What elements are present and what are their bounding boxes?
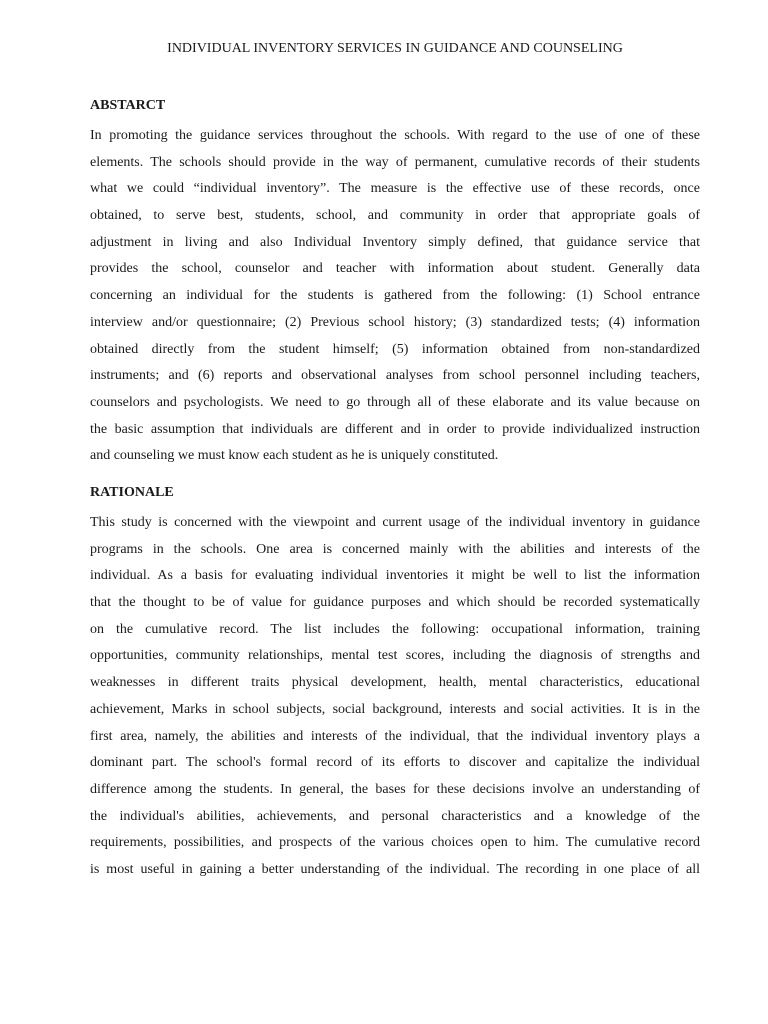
document-title: INDIVIDUAL INVENTORY SERVICES IN GUIDANCE AND COUNSELING xyxy=(167,41,623,56)
text-line: adjustment in living and also Individual Inventory simply defined, that guidance service that xyxy=(90,234,700,250)
text-line: first area, namely, the abilities and interests of the individual, that the individual inventory plays a xyxy=(90,728,700,744)
text-line: achievement, Marks in school subjects, social background, interests and social activities. It is in the xyxy=(90,701,700,717)
text-line: programs in the schools. One area is concerned mainly with the abilities and interests of the xyxy=(90,541,700,557)
text-line: and counseling we must know each student as he is uniquely constituted. xyxy=(90,448,499,464)
text-line: instruments; and (6) reports and observational analyses from school personnel including teachers, xyxy=(90,368,700,384)
text-line: obtained directly from the student himself; (5) information obtained from non-standardized xyxy=(90,341,700,357)
text-line: individual. As a basis for evaluating individual inventories it might be well to list the information xyxy=(90,568,700,584)
text-line: on the cumulative record. The list includes the following: occupational information, training xyxy=(90,621,700,637)
rationale-heading: RATIONALE xyxy=(90,485,174,500)
text-line: difference among the students. In general, the bases for these decisions involve an understanding of xyxy=(90,781,700,797)
text-line: elements. The schools should provide in the way of permanent, cumulative records of their students xyxy=(90,154,700,170)
text-line: provides the school, counselor and teacher with information about student. Generally data xyxy=(90,261,700,277)
text-line: This study is concerned with the viewpoint and current usage of the individual inventory in guidance xyxy=(90,515,700,530)
text-line: that the thought to be of value for guidance purposes and which should be recorded systematically xyxy=(90,595,700,611)
text-line: interview and/or questionnaire; (2) Previous school history; (3) standardized tests; (4) information xyxy=(90,314,700,330)
text-line: is most useful in gaining a better understanding of the individual. The recording in one place of all xyxy=(90,861,700,877)
text-line: counselors and psychologists. We need to go through all of these elaborate and its value because on xyxy=(90,394,700,410)
text-line: concerning an individual for the students is gathered from the following: (1) School entrance xyxy=(90,288,700,304)
text-line: weaknesses in different traits physical development, health, mental characteristics, educational xyxy=(90,675,700,691)
text-line: requirements, possibilities, and prospects of the various choices open to him. The cumulative record xyxy=(90,835,700,851)
text-line: what we could “individual inventory”. The measure is the effective use of these records, once xyxy=(90,181,700,197)
abstract-paragraph xyxy=(90,123,700,470)
rationale-paragraph xyxy=(90,510,700,884)
text-line: obtained, to serve best, students, school, and community in order that appropriate goals of xyxy=(90,208,700,224)
text-line: the basic assumption that individuals are different and in order to provide individualized instruction xyxy=(90,421,700,437)
text-line: opportunities, community relationships, mental test scores, including the diagnosis of strengths and xyxy=(90,648,700,664)
abstract-heading: ABSTARCT xyxy=(90,98,166,113)
text-line: In promoting the guidance services throughout the schools. With regard to the use of one of these xyxy=(90,128,700,143)
text-line: the individual's abilities, achievements, and personal characteristics and a knowledge of the xyxy=(90,808,700,824)
text-line: dominant part. The school's formal record of its efforts to discover and capitalize the individual xyxy=(90,755,700,771)
